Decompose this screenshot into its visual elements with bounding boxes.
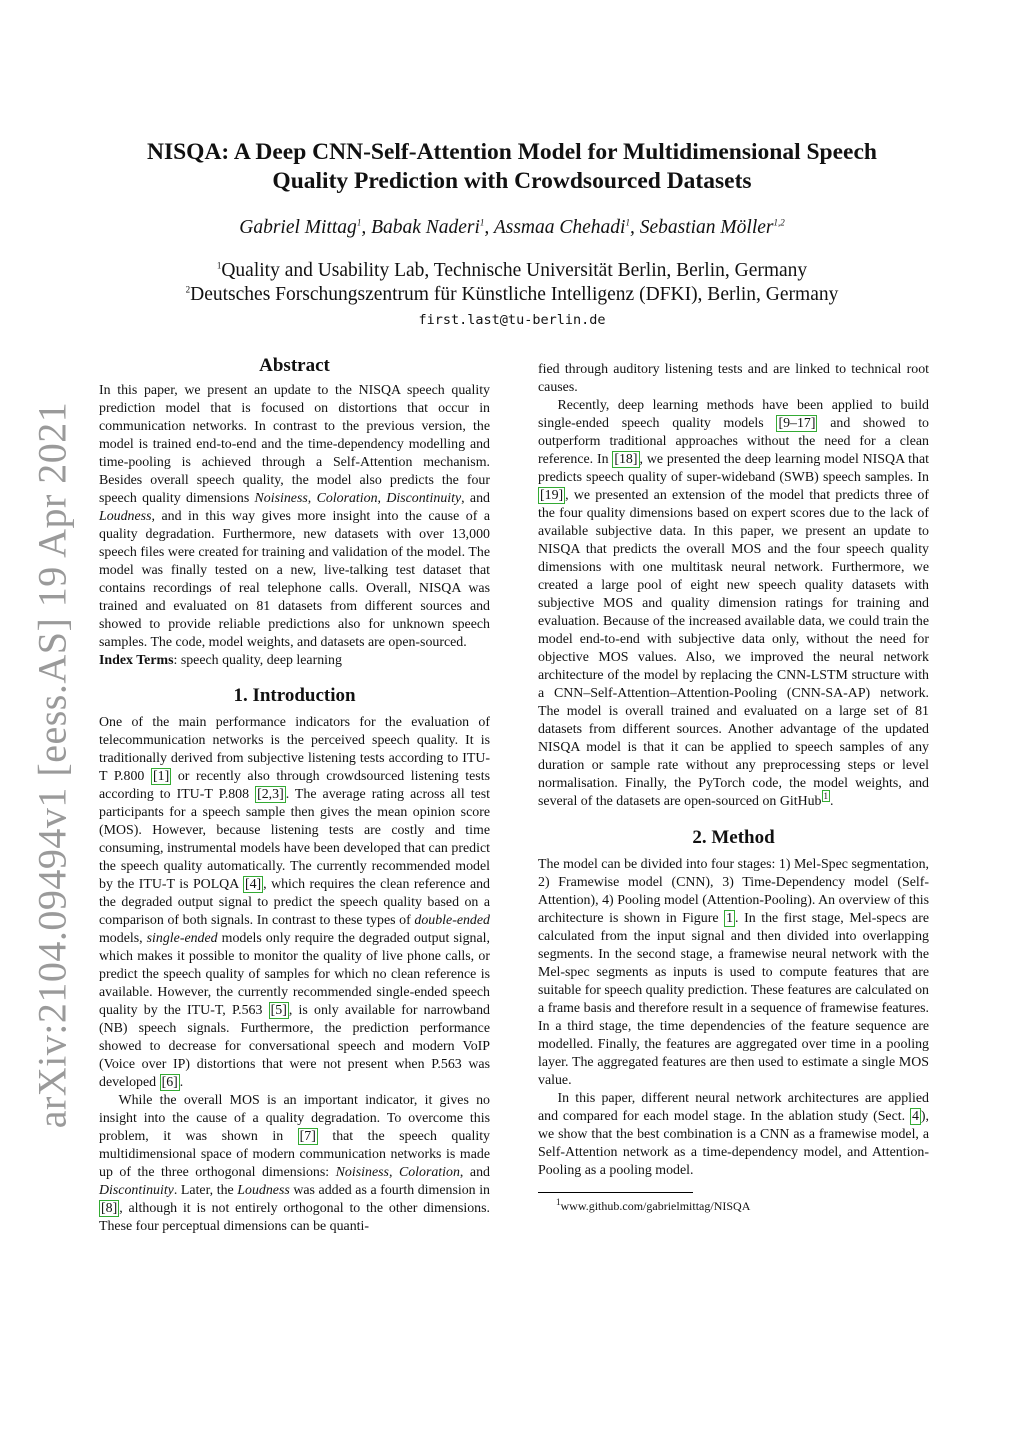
- affiliations: [80, 259, 944, 307]
- left-column: [99, 357, 490, 1236]
- intro-paragraph-3: Recently, deep learning methods have been applied to build single-ended speech quality models [9–17] and showed to outperform traditional approaches without the need for a clean reference. In [18] , we presented the deep learning model NISQA that predicts speech quality of super-wideband (SWB) speech samples. In [19] , we presented an extension of the model that predicts three of the four quality dimensions based on expert scores due to the lack of available subjective data. In this paper, we present an update to NISQA that predicts the overall MOS and the four speech quality dimensions with one multitask neural network. Furthermore, we created a large pool of eight new speech quality datasets with subjective MOS and quality dimension ratings for training and evaluation. Because of the increased available data, we could train the model end-to-end with subjective data only, without the need for objective MOS values. Also, we improved the neural network architecture of the model by replacing the CNN-LSTM structure with a CNN–Self-Attention–Attention-Pooling (CNN-SA-AP) network. The model is overall trained and evaluated on a large set of 81 datasets from different sources. Another advantage of the updated NISQA model is that it can be applied to speech samples of any duration or sample rate without any preprocessing steps or level normalisation. Finally, the PyTorch code, the model weights, and several of the datasets are open-sourced on GitHub $^1$ .: [538, 398, 929, 809]
- affiliation-1: $^1$Quality and Usability Lab, Technische Universität Berlin, Berlin, Germany: [216, 260, 808, 281]
- title-line-1: NISQA: A Deep CNN-Self-Attention Model for Multidimensional Speech: [146, 139, 877, 165]
- intro-paragraph-2: While the overall MOS is an important indicator, it gives no insight into the cause of a quality degradation. To overcome this problem, it was shown in [7] that the speech quality multidimensional space of modern communication networks is made up of the three orthogonal dimensions: Noisiness, Coloration, and Discontinuity. Later, the Loudness was added as a fourth dimension in [8] , although it is not entirely orthogonal to the other dimensions. These four perceptual dimensions can be quanti-: [99, 1093, 490, 1234]
- right-column: [538, 361, 929, 1215]
- abstract-heading: Abstract: [259, 355, 330, 376]
- citation-link[interactable]: [18]: [614, 452, 638, 467]
- author-3: Assmaa Chehadi: [493, 217, 626, 238]
- figure-link[interactable]: 1: [726, 911, 734, 926]
- author-1: Gabriel Mittag: [239, 217, 357, 238]
- citation-link[interactable]: [4]: [244, 877, 262, 892]
- introduction-heading: 1. Introduction: [233, 685, 356, 706]
- citation-link[interactable]: [2,3]: [257, 787, 284, 802]
- method-paragraph-2: In this paper, different neural network architectures are applied and compared for each model stage. In the ablation study (Sect. 4 ), we show that the best combination is a CNN as a framewise model, a Self-Attention network as a time-dependency model, and Attention-Pooling as a pooling model.: [538, 1091, 929, 1178]
- method-heading: 2. Method: [692, 827, 775, 848]
- footnote-link[interactable]: 1: [823, 791, 828, 802]
- citation-link[interactable]: [9–17]: [778, 416, 816, 431]
- index-terms: Index Terms: speech quality, deep learning: [99, 653, 342, 668]
- author-list: Gabriel Mittag$^1$, Babak Naderi$^1$, Assmaa Chehadi$^1$, Sebastian Möller$^{1,2}$: [239, 217, 785, 238]
- method-paragraph-1: The model can be divided into four stages: 1) Mel-Spec segmentation, 2) Framewise model (CNN), 3) Time-Dependency model (Self-Attention), 4) Pooling model (Attention-Pooling). An overview of this architecture is shown in Figure 1 . In the first stage, Mel-specs are calculated from the input signal and then divided into overlapping segments. In the second stage, a framewise neural network with the Mel-spec segments as inputs is used to compute features that are suitable for speech quality prediction. These features are calculated on a frame basis and therefore result in a sequence of framewise features. In a third stage, the time dependencies of the feature sequence are modelled. Finally, the features are aggregated over time in a pooling layer. The aggregated features are then used to estimate a single MOS value.: [538, 857, 929, 1088]
- citation-link[interactable]: [5]: [270, 1003, 287, 1018]
- footnote: $^1$www.github.com/gabrielmittag/NISQA: [556, 1197, 751, 1213]
- intro-continuation: fied through auditory listening tests and are linked to technical root causes.: [538, 362, 929, 395]
- citation-link[interactable]: [8]: [101, 1201, 118, 1216]
- citation-link[interactable]: [1]: [153, 769, 170, 784]
- affiliation-2: $^2$Deutsches Forschungszentrum für Künstliche Intelligenz (DFKI), Berlin, Germany: [185, 284, 839, 305]
- paper-title: [80, 138, 944, 196]
- section-link[interactable]: 4: [911, 1109, 919, 1124]
- author-2: Babak Naderi: [371, 217, 480, 238]
- citation-link[interactable]: [19]: [540, 488, 564, 503]
- abstract-text: In this paper, we present an update to the NISQA speech quality prediction model that is focused on distortions that occur in communication networks. In contrast to the previous version, the model is trained end-to-end and the time-dependency modelling and time-pooling is achieved through a Self-Attention mechanism. Besides overall speech quality, the model also predicts the four speech quality dimensions Noisiness, Coloration, Discontinuity, and Loudness, and in this way gives more insight into the cause of a quality degradation. Furthermore, new datasets with over 13,000 speech files were created for training and validation of the model. The model was finally tested on a new, live-talking test dataset that contains recordings of real telephone calls. Overall, NISQA was trained and evaluated on 81 datasets from different sources and showed to provide reliable predictions also for unknown speech samples. The code, model weights, and datasets are open-sourced.: [99, 383, 490, 650]
- citation-link[interactable]: [6]: [161, 1075, 178, 1090]
- github-url[interactable]: www.github.com/gabrielmittag/NISQA: [560, 1199, 751, 1213]
- title-line-2: Quality Prediction with Crowdsourced Datasets: [272, 168, 752, 194]
- intro-paragraph-1: One of the main performance indicators for the evaluation of telecommunication networks is the perceived speech quality. It is traditionally derived from subjective listening tests according to ITU-T P.800 [1] or recently also through crowdsourced listening tests according to ITU-T P.808 [2,3] . The average rating across all test participants for a speech sample then gives the mean opinion score (MOS). However, because listening tests are costly and time consuming, instrumental models have been developed that can predict the speech quality automatically. The currently recommended model by the ITU-T is POLQA [4] , which requires the clean reference and the degraded output signal to predict the speech quality based on a comparison of both signals. In contrast to these types of double-ended models, single-ended models only require the degraded output signal, which makes it possible to monitor the quality of live phone calls, or predict the speech quality of samples for which no clean reference is available. However, the currently recommended single-ended speech quality by the ITU-T, P.563 [5] , is only available for narrowband (NB) speech signals. Furthermore, the prediction performance showed to decrease for conversational speech and modern VoIP (Voice over IP) distortions that were not present when P.563 was developed [6] .: [99, 715, 490, 1090]
- author-4: Sebastian Möller: [639, 217, 774, 238]
- contact-email: first.last@tu-berlin.de: [418, 312, 606, 328]
- citation-link[interactable]: [7]: [299, 1129, 316, 1144]
- arxiv-side-identifier: arXiv:2104.09494v1 [eess.AS] 19 Apr 2021: [29, 401, 75, 1129]
- footnote-rule: [538, 1192, 693, 1193]
